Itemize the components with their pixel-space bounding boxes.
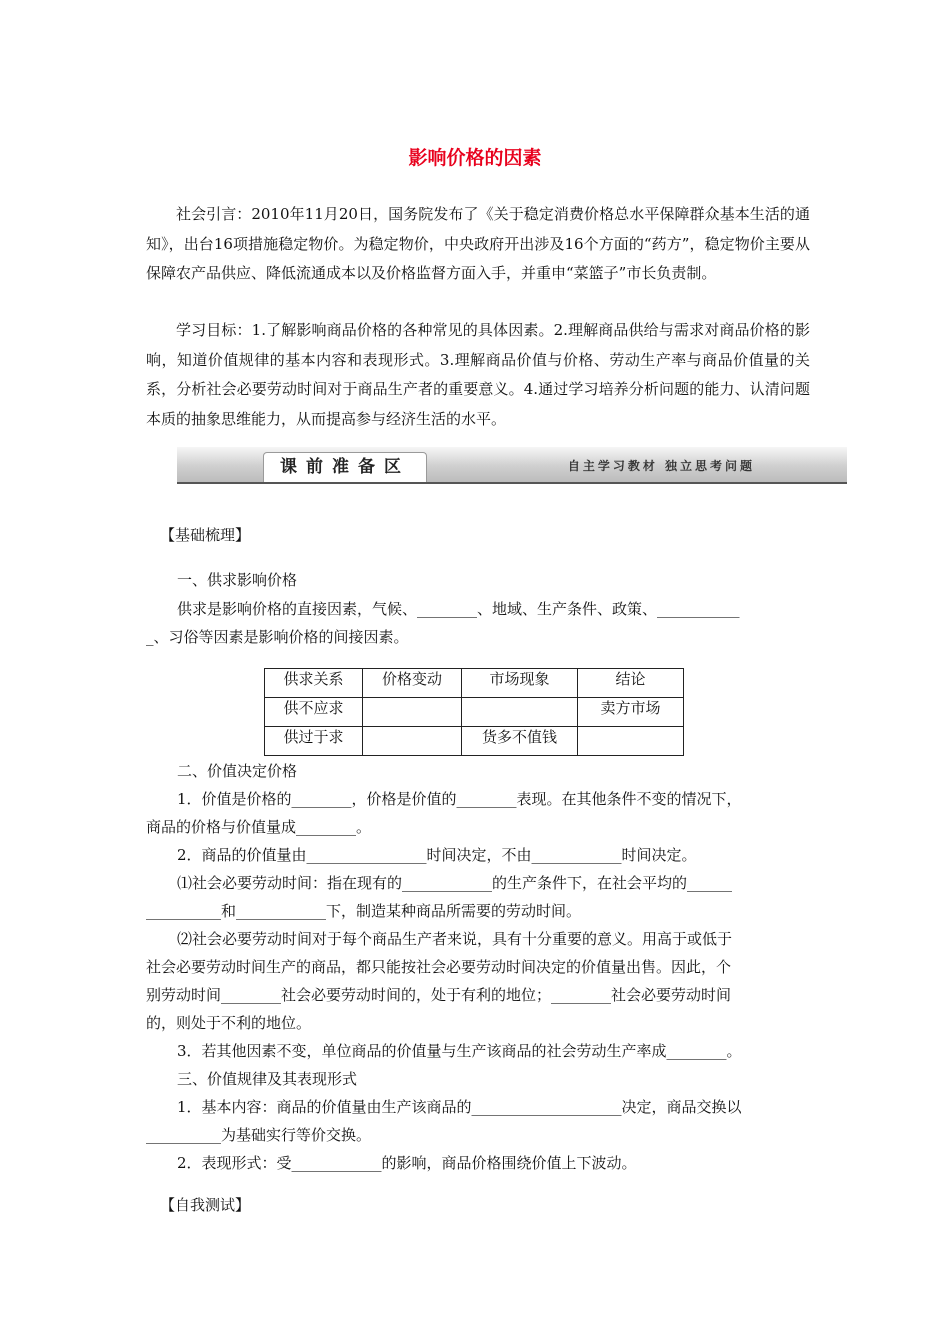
section-heading-basic: 【基础梳理】 [160, 526, 251, 544]
intro-paragraph-objectives: 学习目标：1.了解影响商品价格的各种常见的具体因素。2.理解商品供给与需求对商品价格的影响，知道价值规律的基本内容和表现形式。3.理解商品价值与价格、劳动生产率与商品价值量的关系，分析社会必要劳动时间对于商品生产者的重要意义。4.通过学习培养分析问题的能力、认清问题本质的抽象思维能力，从而提高参与经济生活的水平。 [146, 321, 810, 428]
table-cell: 卖方市场 [578, 698, 684, 727]
table-row [265, 727, 684, 756]
section-banner [177, 447, 847, 484]
part2-item4-line1: ⑵社会必要劳动时间对于每个商品生产者来说，具有十分重要的意义。用高于或低于 [177, 930, 733, 948]
part3-heading: 三、价值规律及其表现形式 [177, 1070, 358, 1088]
table-header-cell: 供求关系 [265, 669, 363, 698]
part1-line2: _、习俗等因素是影响价格的间接因素。 [146, 628, 409, 646]
table-cell: 供过于求 [265, 727, 363, 756]
banner-title: 课前准备区 [263, 452, 427, 482]
supply-demand-table [264, 668, 684, 756]
part2-item1-line2: 商品的价格与价值量成________。 [146, 818, 372, 836]
table-cell [578, 727, 684, 756]
part2-item4-line4: 的，则处于不利的地位。 [146, 1014, 312, 1032]
part2-heading: 二、价值决定价格 [177, 762, 298, 780]
table-cell [462, 698, 578, 727]
table-cell: 货多不值钱 [462, 727, 578, 756]
part2-item3-line2: __________和____________下，制造某种商品所需要的劳动时间。 [146, 902, 582, 920]
part2-item1-line1: 1．价值是价格的________，价格是价值的________表现。在其他条件不变的情况下， [177, 790, 742, 808]
table-header-cell: 结论 [578, 669, 684, 698]
part2-item5: 3．若其他因素不变，单位商品的价值量与生产该商品的社会劳动生产率成________。 [177, 1042, 742, 1060]
table-header-cell: 价格变动 [363, 669, 462, 698]
part1-heading: 一、供求影响价格 [177, 571, 298, 589]
part3-item2: 2．表现形式：受____________的影响，商品价格围绕价值上下波动。 [177, 1154, 637, 1172]
part3-item1-line2: __________为基础实行等价交换。 [146, 1126, 372, 1144]
banner-subtitle: 自主学习教材 独立思考问题 [567, 459, 755, 473]
part2-item2: 2．商品的价值量由________________时间决定，不由____________时间决定。 [177, 846, 697, 864]
table-cell: 供不应求 [265, 698, 363, 727]
part3-item1-line1: 1．基本内容：商品的价值量由生产该商品的____________________决定，商品交换以 [177, 1098, 742, 1116]
part2-item4-line2: 社会必要劳动时间生产的商品，都只能按社会必要劳动时间决定的价值量出售。因此，个 [146, 958, 732, 976]
part1-line1: 供求是影响价格的直接因素，气候、________、地域、生产条件、政策、___________ [177, 600, 740, 618]
page-title: 影响价格的因素 [408, 147, 542, 169]
table-header-cell: 市场现象 [462, 669, 578, 698]
section-heading-test: 【自我测试】 [160, 1196, 251, 1214]
table-header-row [265, 669, 684, 698]
table-cell [363, 727, 462, 756]
table-cell [363, 698, 462, 727]
part2-item4-line3: 别劳动时间________社会必要劳动时间的，处于有利的地位；________社会必要劳动时间 [146, 986, 732, 1004]
table-row [265, 698, 684, 727]
part2-item3-line1: ⑴社会必要劳动时间：指在现有的____________的生产条件下，在社会平均的______ [177, 874, 733, 892]
intro-paragraph-citation: 社会引言：2010年11月20日，国务院发布了《关于稳定消费价格总水平保障群众基本生活的通知》，出台16项措施稳定物价。为稳定物价，中央政府开出涉及16个方面的“药方”，稳定物价主要从保障农产品供应、降低流通成本以及价格监督方面入手，并重申“菜篮子”市长负责制。 [146, 205, 810, 282]
